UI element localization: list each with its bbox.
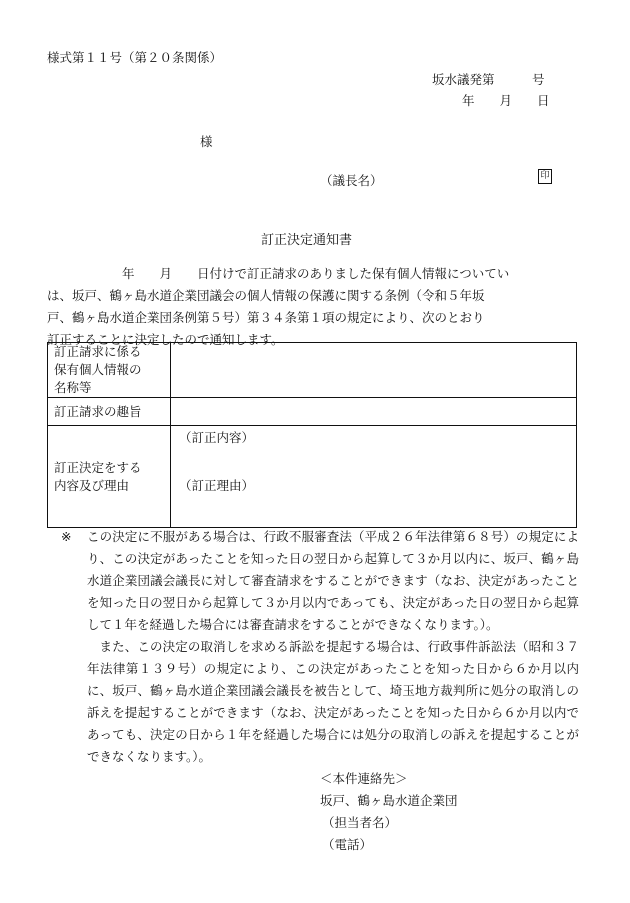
issue-date: 年 月 日 [462,93,550,108]
contact-organization: 坂戸、鶴ヶ島水道企業団 [320,793,458,808]
table-row [48,426,577,528]
intro-line: 訂正することに決定したので通知します。 [47,332,284,347]
contact-person: （担当者名） [322,815,398,830]
intro-line: は、坂戸、鶴ヶ島水道企業団議会の個人情報の保護に関する条例（令和５年坂 [47,288,485,303]
info-name-field[interactable] [171,343,577,398]
seal-mark: 印 [538,169,552,184]
intro-line: 年 月 日付けで訂正請求のありました保有個人情報についてい [47,266,510,281]
addressee-suffix: 様 [200,134,213,149]
note-mark: ※ [61,529,72,544]
contact-heading: ＜本件連絡先＞ [320,771,408,786]
correction-content-label: （訂正内容） [179,430,255,445]
contact-phone: （電話） [322,837,373,852]
notice-paragraph-2: また、この決定の取消しを求める訴訟を提起する場合は、行政事件訴訟法（昭和３７年法律第１３９号）の規定により、この決定があったことを知った日から６か月以内に、坂戸、鶴ヶ島水道企業団議会議長を被告として、埼玉地方裁判所に処分の取消しの訴えを提起することができます（なお、決定があったことを知った日から６か月以内であっても、決定の日から１年を経過した場合には処分の取消しの訴えを提起することができなくなります。）。 [87,639,579,764]
table-row [48,343,577,398]
document-number: 坂水議発第 号 [432,72,545,87]
notice-paragraph-1: この決定に不服がある場合は、行政不服審査法（平成２６年法律第６８号）の規定により、この決定があったことを知った日の翌日から起算して３か月以内に、坂戸、鶴ヶ島水道企業団議会議長に対して審査請求をすることができます（なお、決定があったことを知った日の翌日から起算して３か月以内であっても、決定があった日の翌日から起算して１年を経過した場合には審査請求をすることができなくなります。）。 [87,529,579,632]
row-label-request-purpose: 訂正請求の趣旨 [48,398,171,426]
table-row [48,398,577,426]
sender-name: （議長名） [320,173,383,188]
correction-table [47,342,577,528]
row-label-decision: 訂正決定をする 内容及び理由 [48,426,171,528]
request-purpose-field[interactable] [171,398,577,426]
intro-line: 戸、鶴ヶ島水道企業団条例第５号）第３４条第１項の規定により、次のとおり [47,310,485,325]
document-title: 訂正決定通知書 [261,233,353,248]
form-number: 様式第１１号（第２０条関係） [47,50,223,65]
row-label-info-name: 訂正請求に係る 保有個人情報の 名称等 [48,343,171,398]
correction-reason-label: （訂正理由） [179,478,255,493]
decision-field[interactable] [171,426,577,528]
intro-paragraph [47,263,577,351]
appeal-notice [47,526,579,768]
